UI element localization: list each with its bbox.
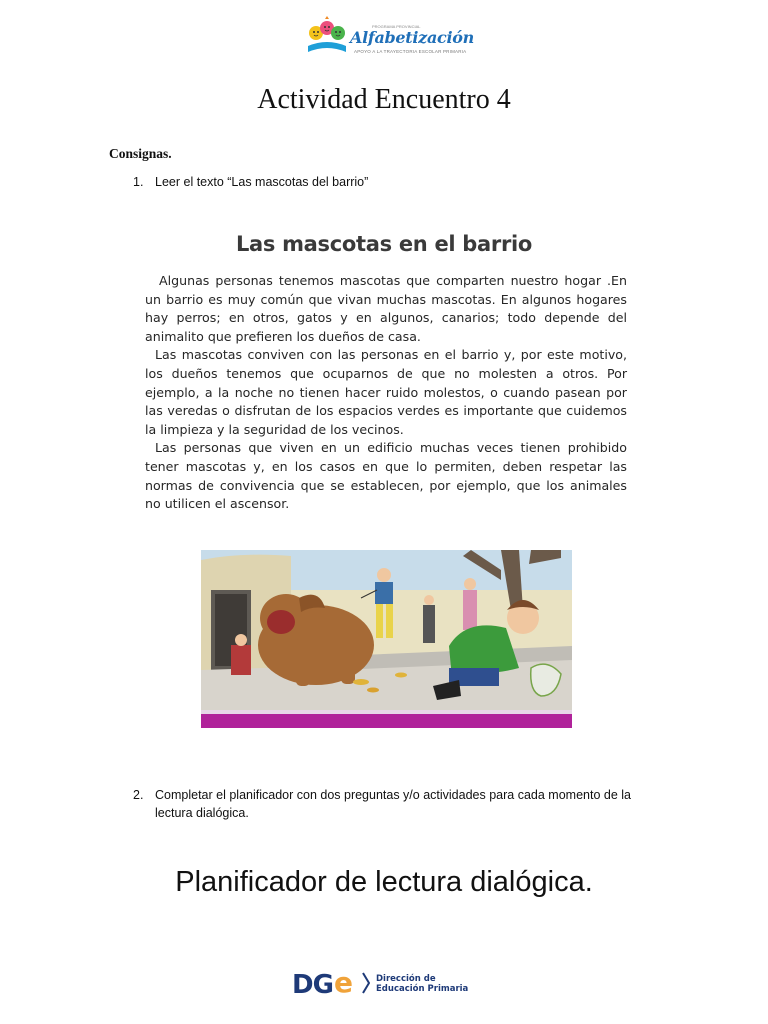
chevron-right-icon <box>362 972 370 994</box>
logo-brand-text: Alfabetización <box>350 28 474 47</box>
dge-logo-line1: Dirección de <box>376 974 436 984</box>
planificador-title: Planificador de lectura dialógica. <box>175 866 593 898</box>
dge-logo-dg: DG <box>292 970 333 1000</box>
pets-in-neighborhood-illustration <box>201 550 572 728</box>
logo-overline: PROGRAMA PROVINCIAL <box>372 24 421 29</box>
instruction-item-1 <box>133 173 693 193</box>
dge-logo-e: e <box>334 966 353 999</box>
item-number: 1. <box>133 175 144 189</box>
page-title: Actividad Encuentro 4 <box>257 84 511 115</box>
dge-logo <box>290 968 480 1008</box>
reading-paragraph: Las mascotas conviven con las personas en el barrio y, por este motivo, los dueños tenemos que ocuparnos de que no molesten a otros. Por ejemplo, a la noche no tienen hacer ruido molestos, o cuando pasean por las veredas o disfrutan de los espacios verdes es importante que cuidemos la limpieza y la seguridad de los vecinos. <box>145 347 627 437</box>
consignas-label: Consignas. <box>109 146 172 161</box>
instruction-item-2 <box>133 786 673 826</box>
reading-paragraph: Algunas personas tenemos mascotas que comparten nuestro hogar .En un barrio es muy común que vivan muchas mascotas. En algunos hogares hay perros; en otros, gatos y en algunos, canarios; todo depende del animalito que prefieren los dueños de casa. <box>145 273 627 344</box>
logo-subline: APOYO A LA TRAYECTORIA ESCOLAR PRIMARIA <box>354 49 467 54</box>
item-text: Leer el texto “Las mascotas del barrio” <box>155 175 369 189</box>
reading-body <box>145 272 627 514</box>
alfabetizacion-logo <box>304 14 474 60</box>
dge-logo-line2: Educación Primaria <box>376 984 469 994</box>
reading-title: Las mascotas en el barrio <box>235 232 533 256</box>
children-reading-icon <box>304 16 350 56</box>
item-text: Completar el planificador con dos preguntas y/o actividades para cada momento de la lectura dialógica. <box>155 788 631 820</box>
item-number: 2. <box>133 788 144 802</box>
dge-logo-text <box>376 974 468 994</box>
reading-paragraph: Las personas que viven en un edificio muchas veces tienen prohibido tener mascotas y, en los casos en que lo permiten, deben respetar las normas de convivencia que se establecen, por ejemplo, que los animales no utilicen el ascensor. <box>145 440 627 512</box>
